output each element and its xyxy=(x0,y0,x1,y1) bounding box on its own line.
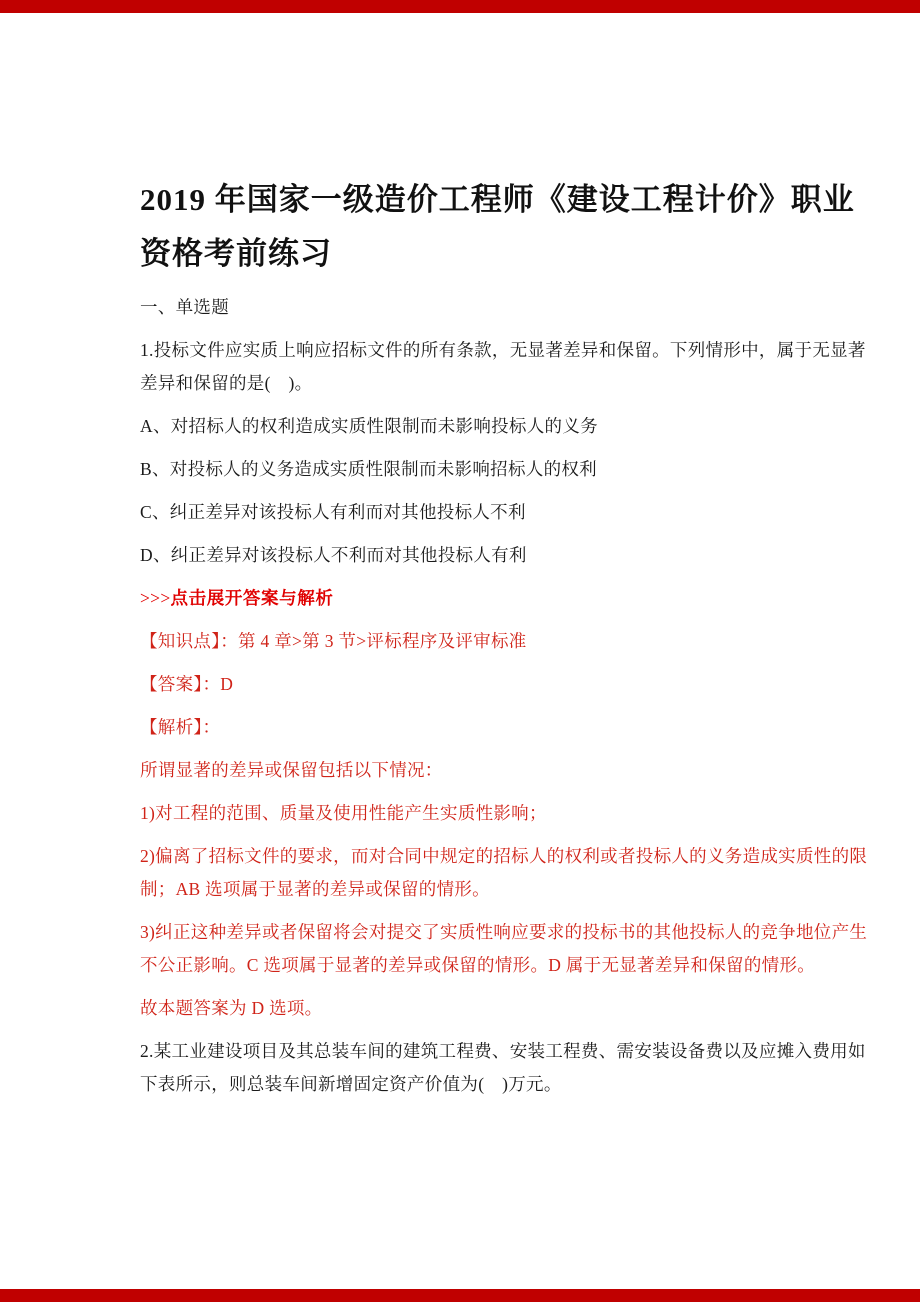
analysis-conclusion: 故本题答案为 D 选项。 xyxy=(140,998,323,1018)
bottom-accent-bar xyxy=(0,1289,920,1302)
knowledge-point-line: 【知识点】：第 4 章>第 3 节>评标程序及评审标准 xyxy=(140,631,527,651)
question-1-option-a: A、对招标人的权利造成实质性限制而未影响投标人的义务 xyxy=(140,416,598,436)
page-title: 2019 年国家一级造价工程师《建设工程计价》职业资格考前练习 xyxy=(140,182,855,271)
top-accent-bar xyxy=(0,0,920,13)
analysis-paragraph: 2)偏离了招标文件的要求，而对合同中规定的招标人的权利或者投标人的义务造成实质性的限制；AB 选项属于显著的差异或保留的情形。 xyxy=(140,846,868,899)
analysis-paragraph: 3)纠正这种差异或者保留将会对提交了实质性响应要求的投标书的其他投标人的竞争地位产生不公正影响。C 选项属于显著的差异或保留的情形。D 属于无显著差异和保留的情形。 xyxy=(140,922,868,975)
answer-toggle-link[interactable] xyxy=(140,588,333,608)
question-1-stem: 1.投标文件应实质上响应招标文件的所有条款，无显著差异和保留。下列情形中，属于无显著差异和保留的是( )。 xyxy=(140,340,866,393)
answer-toggle-arrows: >>> xyxy=(140,588,171,608)
answer-toggle-label: 点击展开答案与解析 xyxy=(170,588,334,608)
answer-toggle-row xyxy=(140,582,875,615)
document-content xyxy=(0,13,920,1111)
analysis-paragraph: 所谓显著的差异或保留包括以下情况： xyxy=(140,760,443,780)
analysis-paragraph: 1)对工程的范围、质量及使用性能产生实质性影响； xyxy=(140,803,547,823)
question-1-option-b: B、对投标人的义务造成实质性限制而未影响招标人的权利 xyxy=(140,459,597,479)
question-1-option-d: D、纠正差异对该投标人不利而对其他投标人有利 xyxy=(140,545,527,565)
analysis-heading: 【解析】： xyxy=(140,717,221,737)
section-heading: 一、单选题 xyxy=(140,297,229,317)
question-1-option-c: C、纠正差异对该投标人有利而对其他投标人不利 xyxy=(140,502,526,522)
question-2-stem: 2.某工业建设项目及其总装车间的建筑工程费、安装工程费、需安装设备费以及应摊入费用如下表所示，则总装车间新增固定资产价值为( )万元。 xyxy=(140,1041,866,1094)
answer-line: 【答案】：D xyxy=(140,674,234,694)
